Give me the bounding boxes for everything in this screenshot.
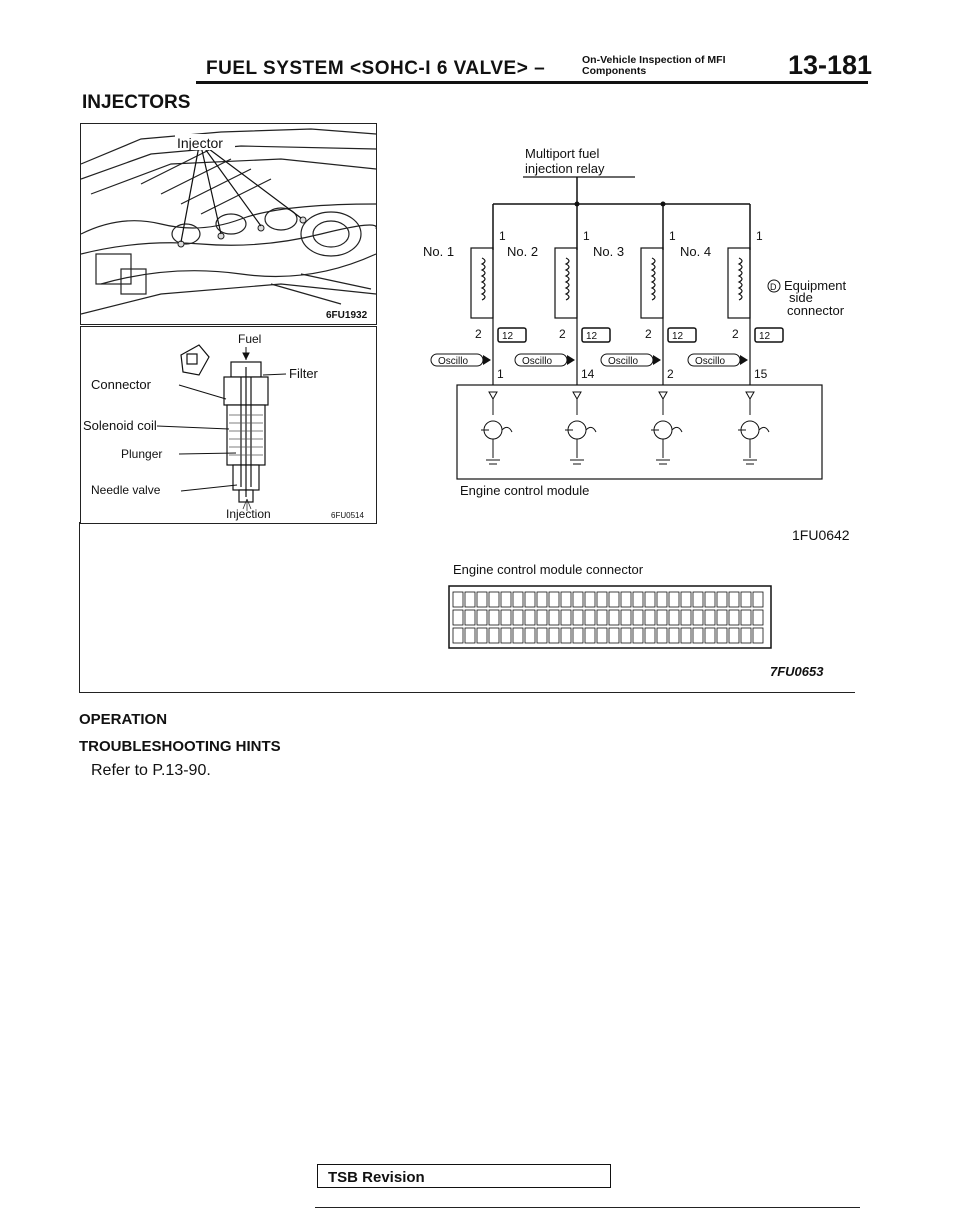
equipment-label-line2: side xyxy=(789,290,813,305)
injector-3-pin2: 2 xyxy=(645,327,652,341)
relay-label-line2: injection relay xyxy=(525,161,605,176)
cutaway-code: 6FU0514 xyxy=(331,511,364,520)
transistor-4-arc xyxy=(759,427,769,432)
injector-3-connector-pins: 12 xyxy=(672,331,684,342)
left-column-rule xyxy=(79,522,80,692)
engine-photo xyxy=(80,123,377,325)
ecm-connector-label: Engine control module connector xyxy=(453,562,644,577)
relay-label-line1: Multiport fuel xyxy=(525,146,600,161)
operation-title: OPERATION xyxy=(79,711,168,728)
cutaway-needle-label: Needle valve xyxy=(91,483,161,497)
equipment-mark: D xyxy=(770,282,777,292)
section-title: INJECTORS xyxy=(82,92,191,113)
cutaway-filter-label: Filter xyxy=(289,366,318,381)
page-number: 13-181 xyxy=(788,50,873,80)
oscillo-1-label: Oscillo xyxy=(438,356,469,367)
ecm-2-diode xyxy=(573,392,581,399)
troubleshooting-title: TROUBLESHOOTING HINTS xyxy=(79,738,281,755)
cutaway-drawing xyxy=(81,327,376,523)
header-subtitle xyxy=(582,55,726,77)
circuit-code: 1FU0642 xyxy=(792,527,850,540)
footer-rule xyxy=(315,1207,860,1208)
header-title: FUEL SYSTEM <SOHC-I 6 VALVE> – xyxy=(206,58,546,79)
header-rule xyxy=(196,81,868,84)
injector-2-coil xyxy=(566,258,569,300)
ecm-label: Engine control module xyxy=(460,483,590,498)
cutaway-connector-label: Connector xyxy=(91,377,151,392)
oscillo-2-label: Oscillo xyxy=(522,356,553,367)
ecm-4-diode xyxy=(746,392,754,399)
injector-3-pin1: 1 xyxy=(669,229,676,243)
injector-1-label: No. 1 xyxy=(423,244,455,259)
injector-circuit-diagram xyxy=(415,140,860,540)
oscillo-3-arrow xyxy=(653,355,661,365)
tsb-revision-box xyxy=(317,1164,611,1188)
injector-4-connector-pins: 12 xyxy=(759,331,771,342)
equipment-label-line1: Equipment xyxy=(784,278,847,293)
engine-photo-drawing xyxy=(81,124,376,324)
tsb-revision-label: TSB Revision xyxy=(328,1169,425,1186)
photo-injector-label: Injector xyxy=(177,135,223,151)
injector-3-label: No. 3 xyxy=(593,244,625,259)
ecm-connector-code: 7FU0653 xyxy=(770,664,824,679)
section-rule xyxy=(79,692,855,693)
oscillo-1-arrow xyxy=(483,355,491,365)
oscillo-2-arrow xyxy=(567,355,575,365)
injector-4-coil xyxy=(739,258,742,300)
injector-4-pin2: 2 xyxy=(732,327,739,341)
injector-3-coil xyxy=(652,258,655,300)
equipment-label-line3: connector xyxy=(787,303,845,318)
oscillo-3-label: Oscillo xyxy=(608,356,639,367)
cutaway-injection-label: Injection xyxy=(226,507,271,521)
oscillo-4-label: Oscillo xyxy=(695,356,726,367)
ecm-3-diode xyxy=(659,392,667,399)
ecm-pin-3: 2 xyxy=(667,367,674,381)
injector-2-label: No. 2 xyxy=(507,244,539,259)
header-subtitle-line1: On-Vehicle Inspection of MFI xyxy=(582,54,726,66)
ecm-pin-2: 14 xyxy=(581,367,595,381)
ecm-pin-4: 15 xyxy=(754,367,768,381)
injector-1-pin2: 2 xyxy=(475,327,482,341)
transistor-3-arc xyxy=(672,427,682,432)
injector-2-pin1: 1 xyxy=(583,229,590,243)
injector-1-pin1: 1 xyxy=(499,229,506,243)
transistor-2-arc xyxy=(586,427,596,432)
injector-4-label: No. 4 xyxy=(680,244,712,259)
injector-1-connector-pins: 12 xyxy=(502,331,514,342)
troubleshooting-text: Refer to P.13-90. xyxy=(91,762,211,779)
injector-1-coil xyxy=(482,258,485,300)
injector-cutaway xyxy=(80,326,377,524)
transistor-1-arc xyxy=(502,427,512,432)
injector-2-connector-pins: 12 xyxy=(586,331,598,342)
ecm-pin-1: 1 xyxy=(497,367,504,381)
photo-code: 6FU1932 xyxy=(326,310,368,321)
cutaway-fuel-label: Fuel xyxy=(238,332,262,346)
injector-4-pin1: 1 xyxy=(756,229,763,243)
injector-2-pin2: 2 xyxy=(559,327,566,341)
oscillo-4-arrow xyxy=(740,355,748,365)
ecm-1-diode xyxy=(489,392,497,399)
ecm-connector-drawing xyxy=(448,580,773,652)
cutaway-solenoid-label: Solenoid coil xyxy=(83,418,157,433)
cutaway-plunger-label: Plunger xyxy=(121,447,163,461)
header-subtitle-line2: Components xyxy=(582,65,647,77)
